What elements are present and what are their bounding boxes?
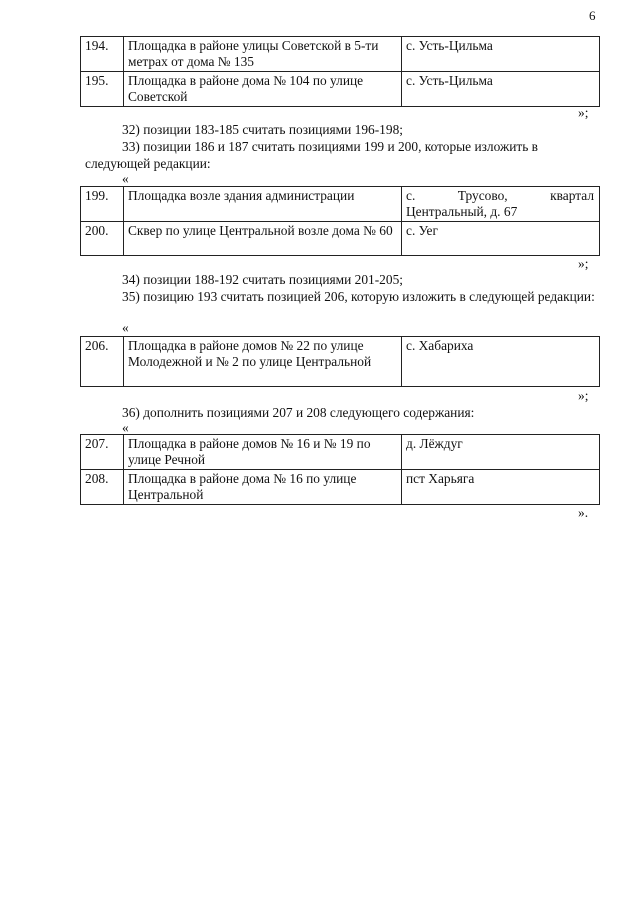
row-place: с. Усть-Цильма bbox=[402, 72, 600, 107]
row-description: Площадка в районе дома № 16 по улице Центральной bbox=[124, 470, 402, 505]
row-place: с. Усть-Цильма bbox=[402, 37, 600, 72]
paragraph-36: 36) дополнить позициями 207 и 208 следующего содержания: bbox=[122, 405, 475, 420]
row-number: 194. bbox=[81, 37, 124, 72]
row-number: 195. bbox=[81, 72, 124, 107]
table-row bbox=[81, 222, 600, 256]
table-row bbox=[81, 187, 600, 222]
closing-quote: ». bbox=[578, 505, 589, 520]
row-place: пст Харьяга bbox=[402, 470, 600, 505]
row-number: 206. bbox=[81, 337, 124, 387]
row-description: Площадка в районе улицы Советской в 5-ти метрах от дома № 135 bbox=[124, 37, 402, 72]
row-place: с. Хабариха bbox=[402, 337, 600, 387]
positions-table-1 bbox=[80, 36, 600, 107]
positions-table-2 bbox=[80, 186, 600, 256]
row-description: Сквер по улице Центральной возле дома № 60 bbox=[124, 222, 402, 256]
paragraph-32: 32) позиции 183-185 считать позициями 196-198; bbox=[122, 122, 403, 137]
table-row bbox=[81, 337, 600, 387]
opening-quote: « bbox=[122, 171, 129, 186]
row-place: д. Лёждуг bbox=[402, 435, 600, 470]
paragraph-35: 35) позицию 193 считать позицией 206, которую изложить в следующей редакции: bbox=[122, 289, 595, 304]
page-number: 6 bbox=[589, 8, 596, 23]
row-description: Площадка возле здания администрации bbox=[124, 187, 402, 222]
row-description: Площадка в районе домов № 16 и № 19 по улице Речной bbox=[124, 435, 402, 470]
paragraph-34: 34) позиции 188-192 считать позициями 201-205; bbox=[122, 272, 403, 287]
row-place: с. Трусово, квартал Центральный, д. 67 bbox=[402, 187, 600, 222]
row-number: 199. bbox=[81, 187, 124, 222]
row-place: с. Уег bbox=[402, 222, 600, 256]
table-row bbox=[81, 470, 600, 505]
row-description: Площадка в районе дома № 104 по улице Советской bbox=[124, 72, 402, 107]
opening-quote: « bbox=[122, 420, 129, 435]
table-row bbox=[81, 37, 600, 72]
row-description: Площадка в районе домов № 22 по улице Молодежной и № 2 по улице Центральной bbox=[124, 337, 402, 387]
opening-quote: « bbox=[122, 320, 129, 335]
closing-quote: »; bbox=[578, 105, 589, 120]
row-number: 200. bbox=[81, 222, 124, 256]
positions-table-3 bbox=[80, 336, 600, 387]
table-row bbox=[81, 435, 600, 470]
closing-quote: »; bbox=[578, 388, 589, 403]
row-number: 208. bbox=[81, 470, 124, 505]
closing-quote: »; bbox=[578, 256, 589, 271]
table-row bbox=[81, 72, 600, 107]
row-number: 207. bbox=[81, 435, 124, 470]
positions-table-4 bbox=[80, 434, 600, 505]
paragraph-33: 33) позиции 186 и 187 считать позициями 199 и 200, которые изложить в следующей редакции: bbox=[85, 139, 539, 171]
